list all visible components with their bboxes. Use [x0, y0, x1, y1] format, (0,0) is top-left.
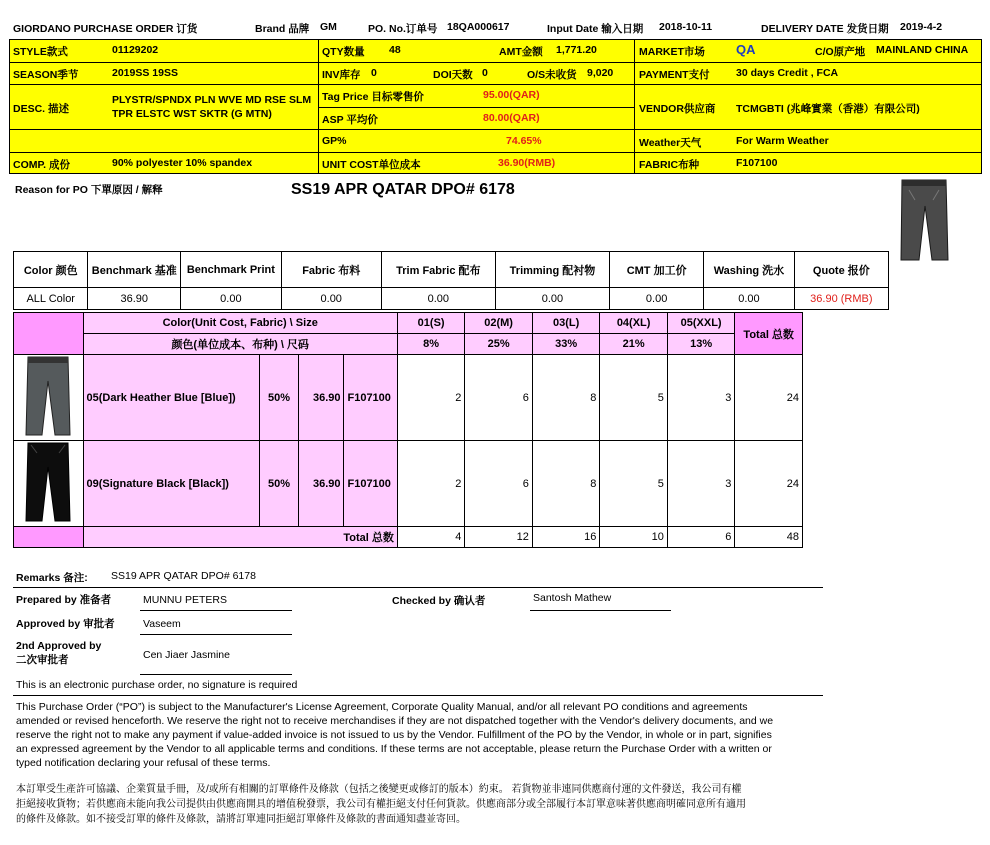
remarks-label: Remarks 备注:	[16, 572, 88, 584]
terms-line: This Purchase Order (“PO”) is subject to the Manufacturer's License Agreement, Corporate Quality Manual, and/or all relevant PO conditions and agreements	[16, 701, 748, 713]
brand-value: GM	[320, 21, 337, 33]
pants-black-image	[23, 441, 73, 523]
style-value: 01129202	[112, 44, 159, 56]
cost-header-fabric: Fabric 布料	[281, 252, 381, 288]
asp-value: 80.00(QAR)	[483, 112, 540, 124]
color-swatch-cell	[14, 355, 84, 441]
qty-cell: 6	[465, 441, 533, 527]
qty-cell: 5	[600, 355, 668, 441]
payment-label: PAYMENT支付	[639, 69, 710, 81]
unit-cost-value: 36.90(RMB)	[498, 157, 556, 169]
divider	[9, 62, 982, 63]
size-header: 04(XL)	[600, 313, 668, 334]
market-value: QA	[736, 42, 756, 57]
cost-cell: 0.00	[381, 288, 495, 310]
qty-cell: 2	[397, 441, 465, 527]
cost-cell: 36.90	[88, 288, 181, 310]
color-cost: 36.90	[299, 355, 344, 441]
size-total: 10	[600, 527, 668, 548]
qty-cell: 5	[600, 441, 668, 527]
size-total: 12	[465, 527, 533, 548]
input-date-value: 2018-10-11	[659, 21, 713, 33]
fabric-label: FABRIC布种	[639, 159, 700, 171]
approved2-value: Cen Jiaer Jasmine	[143, 649, 230, 661]
gp-value: 74.65%	[506, 135, 542, 147]
desc-line-2: TPR ELSTC WST SKTR (G MTN)	[112, 108, 272, 120]
qty-label: QTY数量	[322, 46, 365, 58]
os-value: 9,020	[587, 67, 614, 79]
cost-header-color: Color 颜色	[14, 252, 88, 288]
image-header-cell	[14, 313, 84, 355]
cost-cell: 0.00	[495, 288, 609, 310]
qty-cell: 2	[397, 355, 465, 441]
comp-label: COMP. 成份	[13, 159, 70, 171]
cost-cell-quote: 36.90 (RMB)	[794, 288, 888, 310]
company-title: GIORDANO PURCHASE ORDER 订货	[13, 23, 198, 35]
color-name: 09(Signature Black [Black])	[83, 441, 259, 527]
tag-price-label: Tag Price 目标零售价	[322, 91, 424, 103]
brand-label: Brand 品牌	[255, 23, 310, 35]
qty-cell: 6	[465, 355, 533, 441]
divider	[13, 587, 823, 588]
delivery-date-label: DELIVERY DATE 发货日期	[761, 23, 889, 35]
os-label: O/S未收货	[527, 69, 577, 81]
size-percent: 25%	[465, 334, 533, 355]
size-total: 6	[667, 527, 735, 548]
checked-label: Checked by 确认者	[392, 595, 486, 607]
po-label: PO. No.订单号	[368, 23, 438, 35]
inv-value: 0	[371, 67, 377, 79]
size-header-title: Color(Unit Cost, Fabric) \ Size	[83, 313, 397, 334]
gp-label: GP%	[322, 135, 347, 147]
qty-cell: 3	[667, 355, 735, 441]
divider	[13, 695, 823, 696]
style-label: STYLE款式	[13, 46, 68, 58]
table-row	[14, 355, 803, 441]
vendor-value: TCMGBTI (兆峰實業（香港）有限公司)	[736, 103, 920, 115]
total-row-label: Total 总数	[83, 527, 397, 548]
size-total: 16	[532, 527, 600, 548]
size-percent: 33%	[532, 334, 600, 355]
delivery-date-value: 2019-4-2	[900, 21, 943, 33]
cost-cell: ALL Color	[14, 288, 88, 310]
product-thumbnail	[899, 178, 949, 262]
cost-cell: 0.00	[610, 288, 704, 310]
table-row	[14, 441, 803, 527]
size-header: 03(L)	[532, 313, 600, 334]
electronic-notice: This is an electronic purchase order, no signature is required	[16, 679, 298, 691]
reason-title: SS19 APR QATAR DPO# 6178	[291, 181, 515, 198]
divider	[9, 84, 982, 85]
terms-line-zh: 本訂單受生產許可協議、企業質量手冊，及/或所有相關的訂單條件及條款（包括之後變更或修訂的版本）約束。 若貨物並非連同供應商付運的文件發送，我公司有權	[16, 784, 742, 795]
size-header-title-zh: 颜色(单位成本、布种) \ 尺码	[83, 334, 397, 355]
weather-value: For Warm Weather	[736, 135, 829, 147]
signature-line	[140, 674, 292, 675]
cost-cell: 0.00	[281, 288, 381, 310]
tag-price-value: 95.00(QAR)	[483, 89, 540, 101]
season-label: SEASON季节	[13, 69, 79, 81]
cost-header-benchmark: Benchmark 基准	[88, 252, 181, 288]
season-value: 2019SS 19SS	[112, 67, 178, 79]
prepared-value: MUNNU PETERS	[143, 594, 228, 606]
terms-english	[16, 700, 773, 770]
approved-value: Vaseem	[143, 618, 181, 630]
amt-label: AMT金额	[499, 46, 543, 58]
approved-label: Approved by 审批者	[16, 618, 115, 630]
size-percent: 13%	[667, 334, 735, 355]
row-total: 24	[735, 355, 803, 441]
size-header: 05(XXL)	[667, 313, 735, 334]
approved2-label-zh: 二次审批者	[16, 654, 69, 666]
desc-line-1: PLYSTR/SPNDX PLN WVE MD RSE SLM	[112, 94, 312, 106]
color-swatch-cell	[14, 441, 84, 527]
size-table	[13, 312, 803, 548]
approved2-label: 2nd Approved by	[16, 640, 102, 652]
doi-label: DOI天数	[433, 69, 473, 81]
divider	[634, 39, 635, 174]
qty-cell: 8	[532, 355, 600, 441]
cost-cell: 0.00	[704, 288, 794, 310]
asp-label: ASP 平均价	[322, 114, 378, 126]
grand-total: 48	[735, 527, 803, 548]
cost-header-trimming: Trimming 配衬物	[495, 252, 609, 288]
divider	[9, 129, 982, 130]
terms-line: reserve the right not to make any payment if value-added invoice is not issued to us by the Vendor. Fulfillment of the PO by the Vendor, in whole or in part, signifies	[16, 729, 772, 741]
unit-cost-label: UNIT COST单位成本	[322, 159, 421, 171]
cost-header-washing: Washing 洗水	[704, 252, 794, 288]
vendor-label: VENDOR供应商	[639, 103, 716, 115]
input-date-label: Input Date 输入日期	[547, 23, 644, 35]
pants-blue-image	[23, 355, 73, 437]
signature-line	[530, 610, 671, 611]
cost-cell: 0.00	[181, 288, 282, 310]
signature-line	[140, 610, 292, 611]
terms-line: an expressed agreement by the Vendor to all applicable terms and conditions. If these terms are not acceptable, please return the Purchase Order with a written or	[16, 743, 772, 755]
cost-header-quote: Quote 报价	[794, 252, 888, 288]
size-header: 02(M)	[465, 313, 533, 334]
desc-label: DESC. 描述	[13, 103, 70, 115]
inv-label: INV库存	[322, 69, 361, 81]
color-fabric: F107100	[344, 355, 397, 441]
doi-value: 0	[482, 67, 488, 79]
row-total: 24	[735, 441, 803, 527]
total-header: Total 总数	[735, 313, 803, 355]
market-label: MARKET市场	[639, 46, 705, 58]
divider	[9, 152, 982, 153]
terms-chinese	[16, 782, 746, 827]
origin-label: C/O原产地	[815, 46, 866, 58]
color-cost: 36.90	[299, 441, 344, 527]
size-percent: 8%	[397, 334, 465, 355]
cost-header-benchmark-print: Benchmark Print	[181, 252, 282, 288]
total-row	[14, 527, 803, 548]
amt-value: 1,771.20	[556, 44, 597, 56]
qty-value: 48	[389, 44, 401, 56]
weather-label: Weather天气	[639, 137, 702, 149]
cost-table	[13, 251, 889, 310]
po-number: 18QA000617	[447, 21, 510, 33]
terms-line-zh: 拒絕接收貨物；若供應商未能向我公司提供由供應商開具的增值稅發票，我公司有權拒絕支付任何貨款。供應商部分或全部履行本訂單意味著供應商明確同意所有適用	[16, 799, 746, 810]
terms-line: amended or revised henceforth. We reserve the right not to receive merchandises if they are not dispatched together with the Vendor's delivery documents, and we	[16, 715, 774, 727]
color-fabric: F107100	[344, 441, 397, 527]
total-row-blank	[14, 527, 84, 548]
reason-label: Reason for PO 下單原因 / 解释	[15, 184, 163, 196]
terms-line-zh: 的條件及條款。如不接受訂單的條件及條款，請將訂單連同拒絕訂單條件及條款的書面通知盡並寄回。	[16, 814, 466, 825]
color-pct: 50%	[259, 355, 298, 441]
qty-cell: 8	[532, 441, 600, 527]
terms-line: typed notification declaring your refusal of these terms.	[16, 757, 271, 769]
cost-header-cmt: CMT 加工价	[610, 252, 704, 288]
size-header: 01(S)	[397, 313, 465, 334]
checked-value: Santosh Mathew	[533, 592, 612, 604]
color-pct: 50%	[259, 441, 298, 527]
payment-value: 30 days Credit , FCA	[736, 67, 839, 79]
size-percent: 21%	[600, 334, 668, 355]
signature-line	[140, 634, 292, 635]
size-total: 4	[397, 527, 465, 548]
prepared-label: Prepared by 准备者	[16, 594, 112, 606]
fabric-value: F107100	[736, 157, 778, 169]
cost-header-trim-fabric: Trim Fabric 配布	[381, 252, 495, 288]
origin-value: MAINLAND CHINA	[876, 44, 969, 56]
divider	[318, 107, 634, 108]
comp-value: 90% polyester 10% spandex	[112, 157, 253, 169]
remarks-value: SS19 APR QATAR DPO# 6178	[111, 570, 256, 582]
qty-cell: 3	[667, 441, 735, 527]
color-name: 05(Dark Heather Blue [Blue])	[83, 355, 259, 441]
